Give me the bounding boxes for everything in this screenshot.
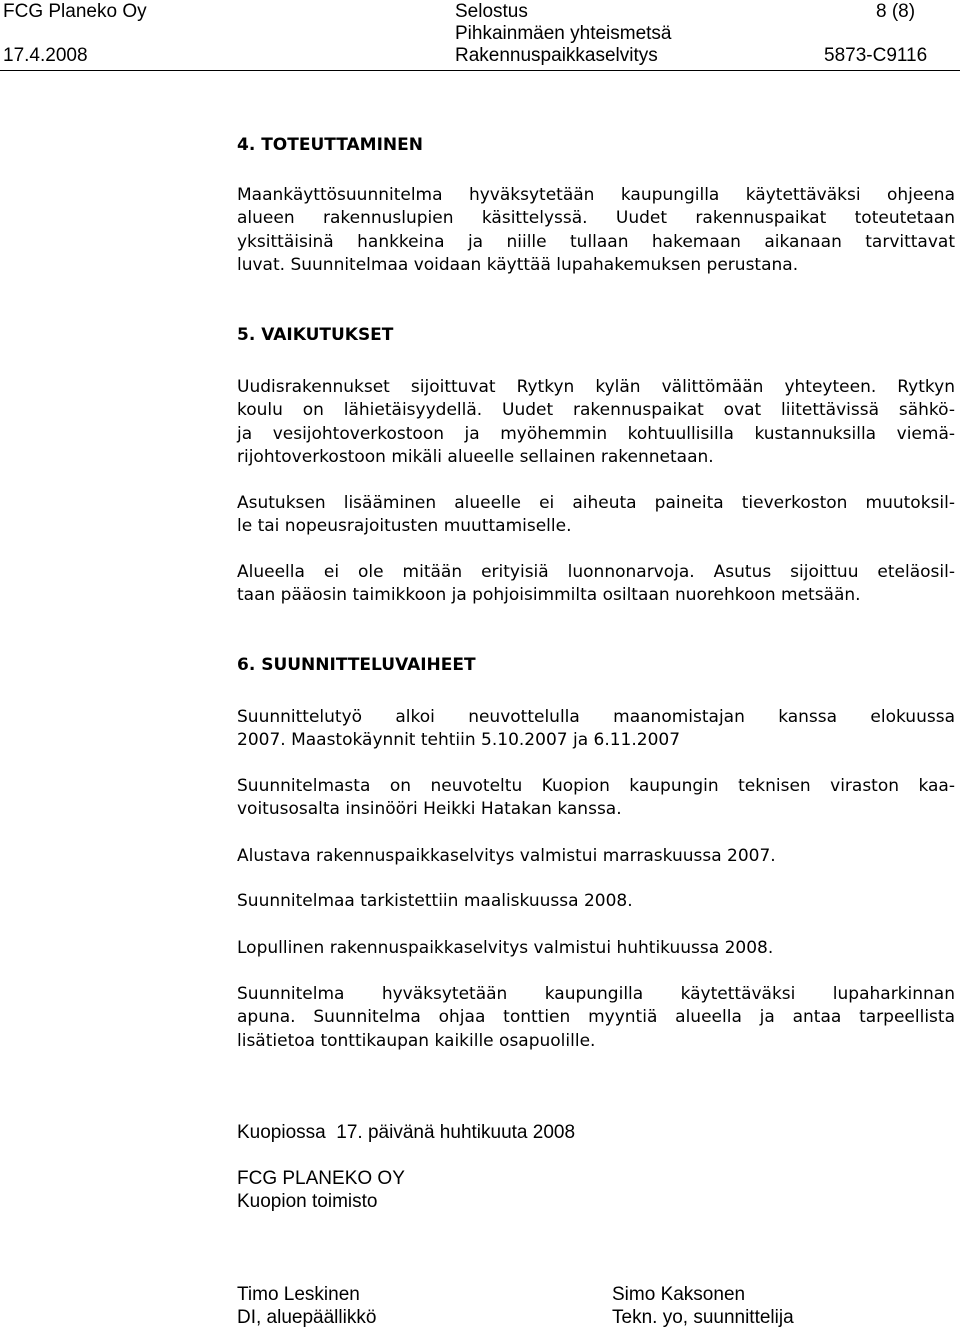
- paragraph-line: Uudisrakennukset sijoittuvat Rytkyn kylän välittömään yhteyteen. Rytkyn: [237, 377, 955, 397]
- section-6-paragraph-3: [237, 845, 955, 868]
- section-5-paragraph-3: [237, 561, 955, 608]
- header-date: 17.4.2008: [3, 45, 88, 66]
- signature-2-title: Tekn. yo, suunnittelija: [612, 1307, 794, 1328]
- paragraph-line: Alueella ei ole mitään erityisiä luonnonarvoja. Asutus sijoittuu eteläosil-: [237, 562, 955, 582]
- section-5-paragraph-1: [237, 376, 955, 469]
- section-6-paragraph-4: [237, 890, 955, 913]
- paragraph-line: rijohtoverkostoon mikäli alueelle sellainen rakennetaan.: [237, 446, 714, 467]
- paragraph-line: koulu on lähietäisyydellä. Uudet rakennuspaikat ovat liitettävissä sähkö-: [237, 400, 955, 421]
- header-doc-type: Selostus: [455, 1, 528, 22]
- paragraph-line: Alustava rakennuspaikkaselvitys valmistui marraskuussa 2007.: [237, 846, 776, 866]
- section-4-paragraph-1: [237, 184, 955, 277]
- paragraph-line: Suunnitelmasta on neuvoteltu Kuopion kaupungin teknisen viraston kaa-: [237, 776, 955, 796]
- paragraph-line: Asutuksen lisääminen alueelle ei aiheuta paineita tieverkoston muutoksil-: [237, 493, 955, 513]
- section-5-heading: 5. VAIKUTUKSET: [237, 325, 394, 345]
- paragraph-line: le tai nopeusrajoitusten muuttamiselle.: [237, 516, 572, 537]
- paragraph-line: taan pääosin taimikkoon ja pohjoisimmilta osiltaan nuorehkoon metsään.: [237, 585, 861, 606]
- signature-1-title: DI, aluepäällikkö: [237, 1307, 377, 1328]
- section-6-paragraph-2: [237, 775, 955, 822]
- paragraph-line: Suunnittelutyö alkoi neuvottelulla maanomistajan kanssa elokuussa: [237, 707, 955, 727]
- header-project: Pihkainmäen yhteismetsä: [455, 23, 672, 44]
- paragraph-line: Lopullinen rakennuspaikkaselvitys valmistui huhtikuussa 2008.: [237, 938, 774, 958]
- paragraph-line: voitusosalta insinööri Heikki Hatakan kanssa.: [237, 799, 622, 820]
- section-6-heading: 6. SUUNNITTELUVAIHEET: [237, 655, 476, 675]
- paragraph-line: Suunnitelma hyväksytetään kaupungilla käytettäväksi lupaharkinnan: [237, 984, 955, 1004]
- paragraph-line: luvat. Suunnitelmaa voidaan käyttää lupahakemuksen perustana.: [237, 254, 799, 275]
- paragraph-line: ja vesijohtoverkostoon ja myöhemmin kohtuullisilla kustannuksilla viemä-: [237, 423, 955, 444]
- section-5-paragraph-2: [237, 492, 955, 539]
- paragraph-line: Suunnitelmaa tarkistettiin maaliskuussa 2008.: [237, 891, 633, 911]
- closing-place-date: Kuopiossa 17. päivänä huhtikuuta 2008: [237, 1122, 576, 1143]
- closing-office: Kuopion toimisto: [237, 1191, 378, 1212]
- paragraph-line: 2007. Maastokäynnit tehtiin 5.10.2007 ja 6.11.2007: [237, 730, 681, 751]
- section-6-paragraph-5: [237, 937, 955, 960]
- paragraph-line: alueen rakennuslupien käsittelyssä. Uudet rakennuspaikat toteutetaan: [237, 208, 955, 229]
- closing-company: FCG PLANEKO OY: [237, 1168, 405, 1189]
- header-page-number: 8 (8): [876, 1, 916, 22]
- header-subject: Rakennuspaikkaselvitys: [455, 45, 658, 66]
- section-6-paragraph-6: [237, 983, 955, 1053]
- paragraph-line: lisätietoa tonttikaupan kaikille osapuolille.: [237, 1030, 596, 1051]
- header-divider: [0, 70, 960, 71]
- section-6-paragraph-1: [237, 706, 955, 753]
- header-doc-code: 5873-C9116: [824, 45, 928, 66]
- signature-1-name: Timo Leskinen: [237, 1284, 360, 1305]
- paragraph-line: yksittäisinä hankkeina ja niille tullaan hakemaan aikanaan tarvittavat: [237, 231, 955, 252]
- signature-2-name: Simo Kaksonen: [612, 1284, 746, 1305]
- section-4-heading: 4. TOTEUTTAMINEN: [237, 135, 423, 155]
- paragraph-line: apuna. Suunnitelma ohjaa tonttien myyntiä alueella ja antaa tarpeellista: [237, 1007, 955, 1028]
- paragraph-line: Maankäyttösuunnitelma hyväksytetään kaupungilla käytettäväksi ohjeena: [237, 185, 955, 205]
- header-company: FCG Planeko Oy: [3, 1, 147, 22]
